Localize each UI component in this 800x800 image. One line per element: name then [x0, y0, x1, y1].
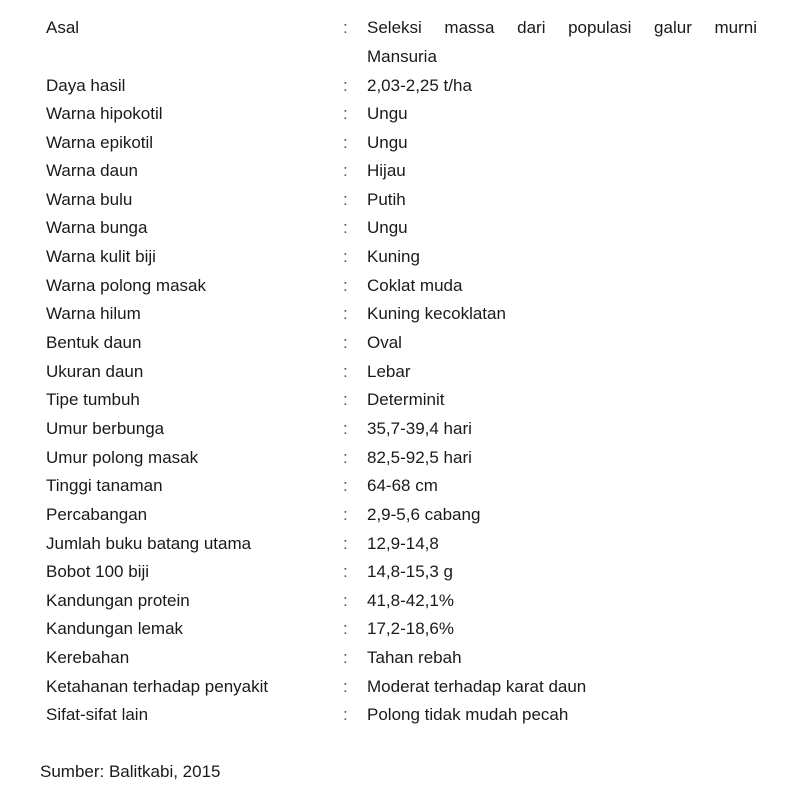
spec-value: Ungu: [367, 104, 408, 123]
spec-value: 35,7-39,4 hari: [367, 419, 472, 438]
spec-separator: :: [343, 534, 348, 553]
source-note: Sumber: Balitkabi, 2015: [40, 762, 221, 781]
spec-separator: :: [343, 161, 348, 180]
spec-row-umur-berbunga: [0, 414, 800, 443]
spec-label: Warna bulu: [46, 190, 133, 209]
spec-label: Kandungan lemak: [46, 619, 184, 638]
spec-value: 12,9-14,8: [367, 534, 439, 553]
spec-row-asal: [0, 13, 800, 66]
spec-row-kandungan-lemak: [0, 614, 800, 643]
spec-separator: :: [343, 247, 348, 266]
spec-separator: :: [343, 390, 348, 409]
spec-value: Oval: [367, 333, 402, 352]
spec-value: 82,5-92,5 hari: [367, 448, 472, 467]
spec-label: Ketahanan terhadap penyakit: [46, 677, 269, 696]
spec-row-warna-hilum: [0, 299, 800, 328]
spec-label: Warna hilum: [46, 304, 141, 323]
spec-row-warna-epikotil: [0, 128, 800, 157]
spec-label: Warna epikotil: [46, 133, 154, 152]
spec-label: Warna hipokotil: [46, 104, 163, 123]
spec-value: 14,8-15,3 g: [367, 562, 454, 581]
spec-separator: :: [343, 104, 348, 123]
spec-row-warna-bunga: [0, 213, 800, 242]
spec-separator: :: [343, 190, 348, 209]
spec-label: Bentuk daun: [46, 333, 142, 352]
spec-separator: :: [343, 133, 348, 152]
spec-label: Sifat-sifat lain: [46, 705, 149, 724]
spec-separator: :: [343, 333, 348, 352]
spec-separator: :: [343, 677, 348, 696]
spec-label: Warna kulit biji: [46, 247, 156, 266]
spec-separator: :: [343, 505, 348, 524]
spec-value: Putih: [367, 190, 406, 209]
spec-label: Percabangan: [46, 505, 148, 524]
spec-value: Hijau: [367, 161, 406, 180]
spec-separator: :: [343, 362, 348, 381]
spec-value: 64-68 cm: [367, 476, 438, 495]
spec-row-bentuk-daun: [0, 328, 800, 357]
spec-row-warna-polong-masak: [0, 271, 800, 300]
spec-separator: :: [343, 619, 348, 638]
spec-value: 2,03-2,25 t/ha: [367, 76, 472, 95]
spec-separator: :: [343, 476, 348, 495]
spec-separator: :: [343, 218, 348, 237]
spec-value: Lebar: [367, 362, 411, 381]
spec-label: Umur berbunga: [46, 419, 165, 438]
spec-value: Coklat muda: [367, 276, 463, 295]
spec-row-sifat-sifat-lain: [0, 700, 800, 729]
spec-value: Tahan rebah: [367, 648, 462, 667]
spec-separator: :: [343, 705, 348, 724]
spec-value: 41,8-42,1%: [367, 591, 454, 610]
spec-separator: :: [343, 276, 348, 295]
spec-row-warna-daun: [0, 156, 800, 185]
spec-label: Tinggi tanaman: [46, 476, 163, 495]
spec-label: Asal: [46, 18, 80, 37]
spec-value: Seleksi massa dari populasi galur murni: [367, 18, 757, 37]
spec-label: Warna polong masak: [46, 276, 207, 295]
spec-label: Warna bunga: [46, 218, 148, 237]
spec-row-kandungan-protein: [0, 586, 800, 615]
spec-value: 2,9-5,6 cabang: [367, 505, 481, 524]
spec-label: Kerebahan: [46, 648, 130, 667]
spec-row-tipe-tumbuh: [0, 385, 800, 414]
spec-label: Jumlah buku batang utama: [46, 534, 252, 553]
spec-row-percabangan: [0, 500, 800, 529]
spec-separator: :: [343, 648, 348, 667]
spec-separator: :: [343, 76, 348, 95]
spec-label: Umur polong masak: [46, 448, 199, 467]
spec-value: Ungu: [367, 133, 408, 152]
spec-value: Moderat terhadap karat daun: [367, 677, 587, 696]
spec-row-ketahanan-terhadap-penyakit: [0, 672, 800, 701]
spec-row-umur-polong-masak: [0, 443, 800, 472]
spec-value: Determinit: [367, 390, 445, 409]
spec-value: Ungu: [367, 218, 408, 237]
spec-row-warna-hipokotil: [0, 99, 800, 128]
spec-separator: :: [343, 591, 348, 610]
spec-separator: :: [343, 419, 348, 438]
spec-label: Warna daun: [46, 161, 138, 180]
spec-label: Tipe tumbuh: [46, 390, 140, 409]
spec-row-warna-kulit-biji: [0, 242, 800, 271]
spec-row-kerebahan: [0, 643, 800, 672]
spec-row-jumlah-buku-batang-utama: [0, 529, 800, 558]
spec-row-warna-bulu: [0, 185, 800, 214]
spec-separator: :: [343, 448, 348, 467]
spec-value: Polong tidak mudah pecah: [367, 705, 569, 724]
spec-value: Kuning: [367, 247, 420, 266]
spec-value: 17,2-18,6%: [367, 619, 454, 638]
spec-separator: :: [343, 18, 348, 37]
spec-label: Daya hasil: [46, 76, 126, 95]
spec-separator: :: [343, 304, 348, 323]
spec-value: Kuning kecoklatan: [367, 304, 506, 323]
spec-label: Kandungan protein: [46, 591, 190, 610]
spec-separator: :: [343, 562, 348, 581]
spec-row-daya-hasil: [0, 71, 800, 100]
spec-label: Ukuran daun: [46, 362, 144, 381]
spec-value-continuation: Mansuria: [367, 47, 437, 66]
spec-row-ukuran-daun: [0, 357, 800, 386]
spec-row-bobot-100-biji: [0, 557, 800, 586]
spec-label: Bobot 100 biji: [46, 562, 150, 581]
spec-row-tinggi-tanaman: [0, 471, 800, 500]
